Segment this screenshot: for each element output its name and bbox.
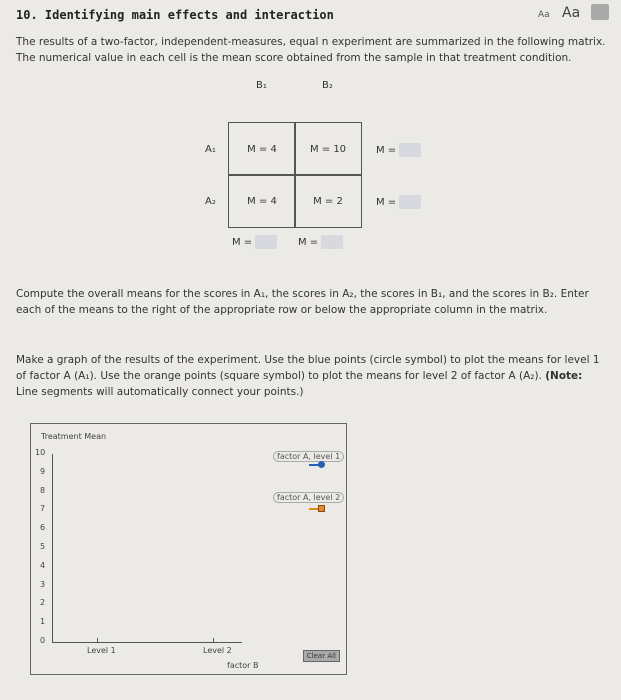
note-label: (Note: [545, 370, 583, 382]
cell-a1-b2: M = 10 [294, 122, 362, 176]
a1-mean-input[interactable] [399, 143, 421, 157]
b1-mean-input[interactable] [255, 235, 277, 249]
col-label-b2: B₂ [322, 80, 333, 91]
row-mean-label: M = [376, 144, 397, 156]
x-tick-mark [213, 638, 214, 643]
clear-all-button[interactable]: Clear All [303, 650, 340, 662]
y-axis [52, 454, 53, 642]
y-tick-label: 5 [40, 542, 46, 551]
intro-text: The results of a two-factor, independent-measures, equal n experiment are summarized in the following matrix. The numerical value in each cell is the mean score obtained from the sample in that treatment condition. [16, 36, 606, 64]
cell-a2-b2: M = 2 [294, 174, 362, 228]
print-icon[interactable] [591, 4, 609, 20]
y-tick-label: 3 [40, 579, 46, 589]
decrease-font-button[interactable]: Aa [538, 10, 550, 20]
square-point-tool[interactable] [318, 505, 325, 512]
note-text: Line segments will automatically connect your points.) [16, 386, 304, 398]
y-tick-label: 4 [40, 560, 46, 570]
means-instructions: Compute the overall means for the scores in A₁, the scores in A₂, the scores in B₁, and the scores in B₂. Enter each of the means to the right of the appropriate row or below the appropriate column in the matrix. [16, 288, 589, 316]
col-mean-label: M = [298, 236, 319, 248]
y-tick-label: 6 [40, 523, 46, 533]
y-tick-label: 9 [40, 466, 46, 476]
y-tick-label: 1 [40, 617, 46, 627]
y-tick-label: 2 [40, 598, 46, 608]
x-tick-level-1: Level 1 [87, 646, 116, 655]
legend-a2-label: factor A, level 2 [273, 492, 344, 503]
graph-instructions-text: Make a graph of the results of the experiment. Use the blue points (circle symbol) to plot the means for level 1 of factor A (A₁). Use the orange points (square symbol) to plot the means for level 2 of factor A (A₂). [16, 354, 600, 382]
legend-a1-label: factor A, level 1 [273, 451, 344, 462]
graph-instructions [16, 352, 606, 400]
y-tick-label: 7 [40, 504, 46, 514]
col-mean-label: M = [232, 236, 253, 248]
b2-mean-input[interactable] [321, 235, 343, 249]
col-label-b1: B₁ [256, 80, 267, 91]
x-axis-label: factor B [227, 661, 259, 670]
y-tick-label: 8 [40, 485, 46, 495]
x-tick-level-2: Level 2 [203, 646, 232, 655]
question-title: 10. Identifying main effects and interaction [16, 8, 334, 22]
circle-point-tool[interactable] [318, 461, 325, 468]
row-label-a2: A₂ [205, 196, 216, 207]
cell-a2-b1: M = 4 [228, 174, 296, 228]
cell-a1-b1: M = 4 [228, 122, 296, 176]
row-label-a1: A₁ [205, 144, 216, 155]
x-tick-mark [97, 638, 98, 643]
graph-panel[interactable] [30, 423, 347, 675]
a2-mean-input[interactable] [399, 195, 421, 209]
y-tick-label: 0 [40, 636, 46, 645]
increase-font-button[interactable]: Aa [562, 5, 581, 21]
row-mean-label: M = [376, 196, 397, 208]
y-tick-label: 10 [35, 448, 46, 457]
y-axis-label: Treatment Mean [41, 432, 107, 441]
